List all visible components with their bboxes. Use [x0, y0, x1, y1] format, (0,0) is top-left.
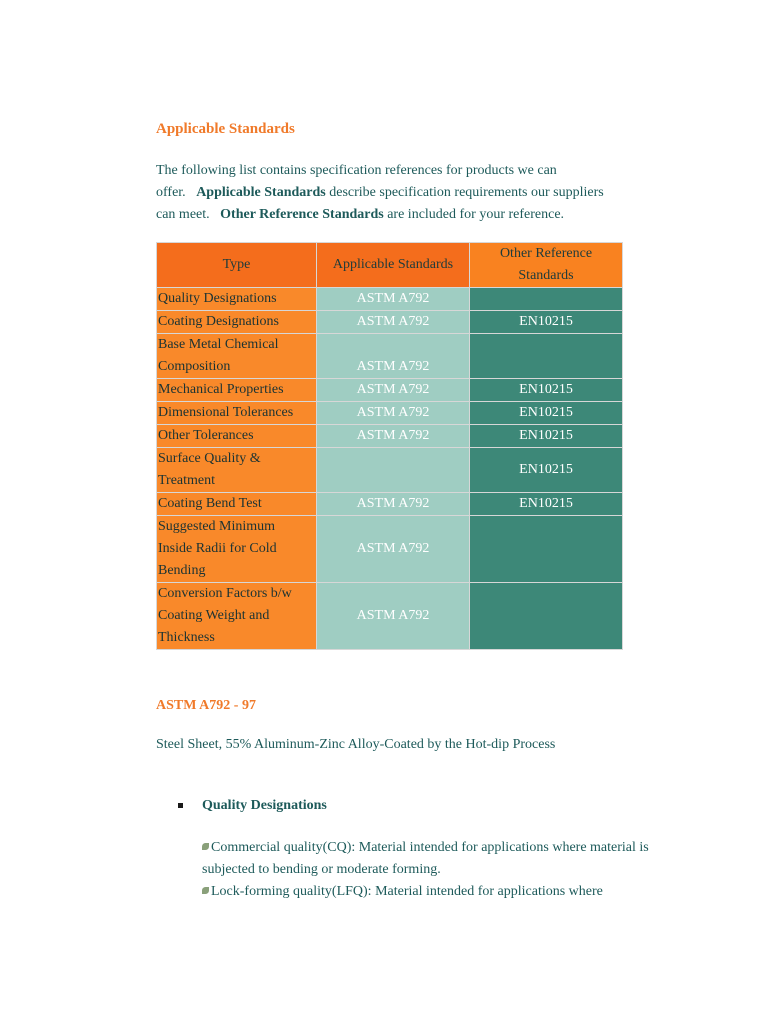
cell-applicable: ASTM A792 [317, 516, 470, 583]
cell-applicable: ASTM A792 [317, 583, 470, 650]
cell-other: EN10215 [470, 311, 623, 334]
quality-designations-bullet [178, 798, 327, 814]
header-type: Type [157, 243, 317, 288]
cell-type: Coating Designations [157, 311, 317, 334]
square-bullet-icon [178, 803, 183, 808]
table-row [157, 448, 623, 493]
cell-type: Dimensional Tolerances [157, 402, 317, 425]
cell-type: Coating Bend Test [157, 493, 317, 516]
astm-heading: ASTM A792 - 97 [156, 698, 256, 713]
table-row [157, 493, 623, 516]
intro-line3-a: can meet. [156, 207, 210, 222]
cell-type: Conversion Factors b/w Coating Weight and Thickness [157, 583, 317, 650]
cell-other [470, 288, 623, 311]
intro-paragraph [156, 160, 676, 226]
header-other-reference-standards: Other Reference Standards [470, 243, 623, 288]
cell-applicable: ASTM A792 [317, 493, 470, 516]
cell-type: Surface Quality & Treatment [157, 448, 317, 493]
intro-applicable-standards: Applicable Standards [196, 185, 326, 200]
table-row [157, 583, 623, 650]
cell-type: Mechanical Properties [157, 379, 317, 402]
cell-type: Quality Designations [157, 288, 317, 311]
cell-applicable [317, 448, 470, 493]
cell-other [470, 583, 623, 650]
table-row [157, 516, 623, 583]
intro-line1: The following list contains specification references for products we can [156, 163, 557, 178]
page-title: Applicable Standards [156, 121, 295, 137]
astm-description: Steel Sheet, 55% Aluminum-Zinc Alloy-Coated by the Hot-dip Process [156, 737, 556, 752]
table-row [157, 334, 623, 379]
leaf-bullet-icon [202, 887, 209, 894]
cell-other: EN10215 [470, 425, 623, 448]
cell-applicable: ASTM A792 [317, 425, 470, 448]
table-row [157, 402, 623, 425]
cell-other: EN10215 [470, 448, 623, 493]
cell-type: Suggested Minimum Inside Radii for Cold Bending [157, 516, 317, 583]
cell-applicable: ASTM A792 [317, 311, 470, 334]
table-row [157, 425, 623, 448]
intro-line3-c: are included for your reference. [387, 207, 565, 222]
cell-other [470, 334, 623, 379]
cell-type: Base Metal Chemical Composition [157, 334, 317, 379]
intro-other-reference-standards: Other Reference Standards [220, 207, 384, 222]
cell-other: EN10215 [470, 493, 623, 516]
cell-applicable: ASTM A792 [317, 288, 470, 311]
cell-type: Other Tolerances [157, 425, 317, 448]
standards-table [156, 242, 623, 650]
list-item: Lock-forming quality(LFQ): Material intended for applications where [202, 881, 662, 903]
cell-applicable: ASTM A792 [317, 379, 470, 402]
list-item: Commercial quality(CQ): Material intended for applications where material is subjected to bending or moderate forming. [202, 840, 649, 877]
table-row [157, 379, 623, 402]
quality-list [202, 837, 662, 903]
cell-applicable: ASTM A792 [317, 334, 470, 379]
intro-line2-a: offer. [156, 185, 186, 200]
table-header-row [157, 243, 623, 288]
cell-other: EN10215 [470, 379, 623, 402]
table-row [157, 288, 623, 311]
header-applicable-standards: Applicable Standards [317, 243, 470, 288]
cell-other: EN10215 [470, 402, 623, 425]
table-row [157, 311, 623, 334]
cell-applicable: ASTM A792 [317, 402, 470, 425]
cell-other [470, 516, 623, 583]
quality-designations-heading: Quality Designations [202, 798, 327, 813]
intro-line2-c: describe specification requirements our suppliers [329, 185, 604, 200]
leaf-bullet-icon [202, 843, 209, 850]
